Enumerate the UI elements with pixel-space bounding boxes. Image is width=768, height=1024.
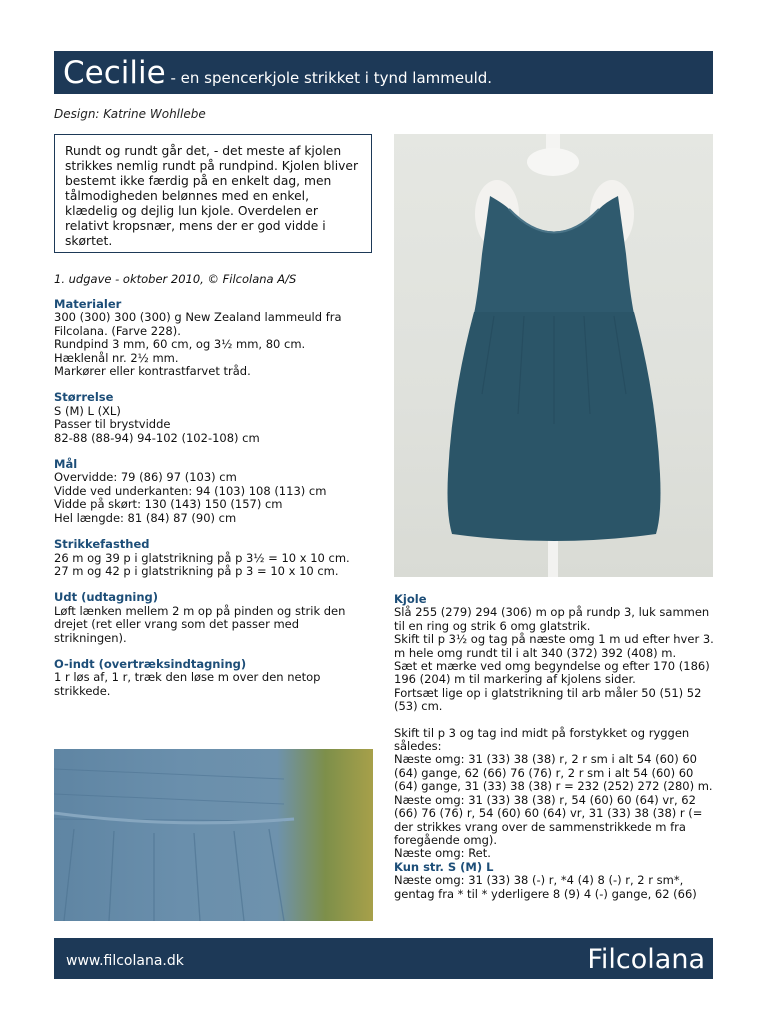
knit-texture (54, 749, 373, 921)
dress-text: Fortsæt lige op i glatstrikning til arb måler 50 (51) 52 (53) cm. (394, 685, 702, 714)
increase-text: Løft lænken mellem 2 m op på pinden og strik den drejet (ret eller vrang som det passer med strikningen). (54, 603, 346, 645)
measurements-section (54, 458, 364, 525)
knit-detail-photo (54, 749, 373, 921)
dress-illustration (394, 134, 713, 577)
brand-logo: Filcolana (587, 944, 705, 975)
gauge-line: 26 m og 39 p i glatstrikning på p 3½ = 10 x 10 cm. (54, 550, 350, 565)
gauge-section (54, 538, 364, 578)
increase-section (54, 591, 364, 645)
header-bar (54, 51, 713, 94)
size-line: 82-88 (88-94) 94-102 (102-108) cm (54, 430, 260, 445)
website-link[interactable]: www.filcolana.dk (66, 953, 184, 969)
pattern-subtitle: - en spencerkjole strikket i tynd lammeuld. (165, 69, 493, 87)
dress-text: Næste omg: 31 (33) 38 (-) r, *4 (4) 8 (-) r, 2 r sm*, gentag fra * til * yderligere 8 (9) 4 (-) gange, 62 (66) (394, 873, 697, 901)
measurements-heading: Mål (54, 457, 78, 472)
dress-text: Næste omg: 31 (33) 38 (38) r, 54 (60) 60 (64) vr, 62 (66) 76 (76) r, 54 (60) 60 (64) vr, 31 (33) 38 (38) r (= der strikkes vrang over de sammenstrikkede m fra foregående omg). (394, 792, 703, 847)
dress-text: Skift til p 3 og tag ind midt på forstykket og ryggen således: (394, 725, 690, 754)
size-line: S (M) L (XL) (54, 403, 121, 418)
measurement-line: Vidde på skørt: 130 (143) 150 (157) cm (54, 497, 283, 512)
pattern-title: Cecilie (63, 55, 166, 91)
materials-line: Hæklenål nr. 2½ mm. (54, 350, 179, 365)
measurement-line: Overvidde: 79 (86) 97 (103) cm (54, 470, 237, 485)
intro-box: Rundt og rundt går det, - det meste af kjolen strikkes nemlig rundt på rundpind. Kjolen bliver bestemt ikke færdig på en enkelt dag, men tålmodigheden belønnes med en enkel, klædelig og dejlig lun kjole. Overdelen er relativt kropsnær, mens der er god vidde i skørtet. (54, 134, 372, 253)
dress-text: Næste omg: 31 (33) 38 (38) r, 2 r sm i alt 54 (60) 60 (64) gange, 62 (66) 76 (76) r, 2 r sm i alt 54 (60) 60 (64) gange, 31 (33) 38 (38) r = 232 (252) 272 (280) m. (394, 752, 713, 794)
gauge-line: 27 m og 42 p i glatstrikning på p 3 = 10 x 10 cm. (54, 563, 339, 578)
dress-text: Slå 255 (279) 294 (306) m op på rundp 3, luk sammen til en ring og strik 6 omg glatstrik. (394, 605, 710, 633)
gauge-heading: Strikkefasthed (54, 537, 150, 552)
dress-text: Næste omg: Ret. (394, 846, 491, 861)
size-subheading: Kun str. S (M) L (394, 859, 494, 874)
size-section (54, 391, 364, 445)
left-column (54, 298, 364, 711)
dress-text: Sæt et mærke ved omg begyndelse og efter 170 (186) 196 (204) m til markering af kjolens sider. (394, 659, 710, 687)
size-line: Passer til brystvidde (54, 417, 171, 432)
materials-section (54, 298, 364, 378)
dress-text: Skift til p 3½ og tag på næste omg 1 m ud efter hver 3. m hele omg rundt til i alt 340 (372) 392 (408) m. (394, 632, 714, 660)
right-column (394, 593, 714, 901)
materials-line: Markører eller kontrastfarvet tråd. (54, 364, 251, 379)
materials-heading: Materialer (54, 297, 122, 311)
decrease-heading: O-indt (overtræksindtagning) (54, 656, 247, 671)
increase-heading: Udt (udtagning) (54, 590, 159, 605)
dress-photo (394, 134, 713, 577)
decrease-section (54, 658, 364, 698)
materials-line: 300 (300) 300 (300) g New Zealand lammeuld fra Filcolana. (Farve 228). (54, 310, 342, 338)
measurement-line: Hel længde: 81 (84) 87 (90) cm (54, 510, 237, 525)
footer-bar (54, 938, 713, 979)
size-heading: Størrelse (54, 390, 114, 405)
materials-line: Rundpind 3 mm, 60 cm, og 3½ mm, 80 cm. (54, 337, 306, 352)
decrease-text: 1 r løs af, 1 r, træk den løse m over den netop strikkede. (54, 670, 321, 698)
measurement-line: Vidde ved underkanten: 94 (103) 108 (113) cm (54, 483, 327, 498)
edition-line: 1. udgave - oktober 2010, © Filcolana A/S (54, 272, 297, 286)
dress-heading: Kjole (394, 592, 427, 606)
designer-credit: Design: Katrine Wohllebe (54, 107, 206, 121)
